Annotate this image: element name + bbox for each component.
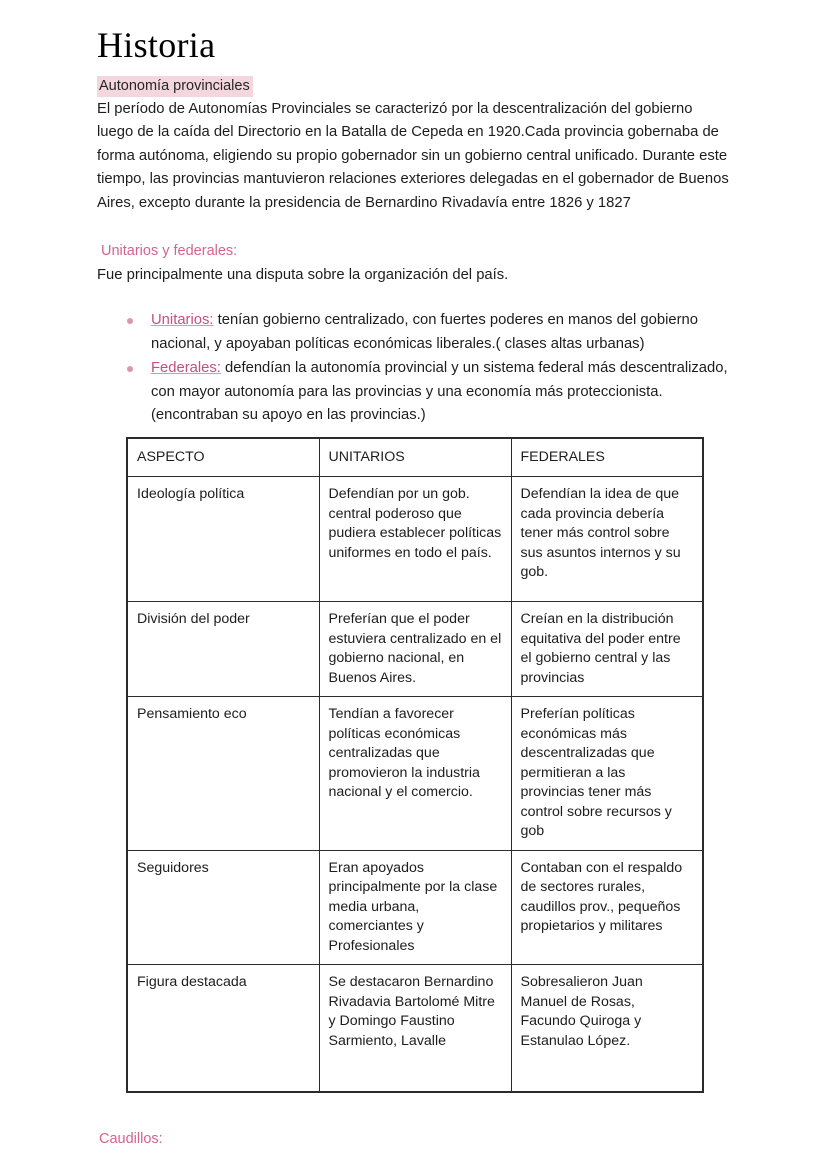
bullet-text-unitarios: tenían gobierno centralizado, con fuertes poderes en manos del gobierno nacional, y apoyaban políticas económicas liberales.( clases altas urbanas) <box>151 312 699 352</box>
table-cell-aspect: Ideología política <box>127 477 319 602</box>
table-cell-aspect: Figura destacada <box>127 965 319 1093</box>
table-cell-unitarios: Preferían que el poder estuviera centralizado en el gobierno nacional, en Buenos Aires. <box>319 602 511 697</box>
table-row <box>127 697 703 851</box>
bullet-dot-icon <box>127 366 133 372</box>
section-heading-unitarios-federales: Unitarios y federales: <box>101 243 238 260</box>
table-header-unitarios: UNITARIOS <box>319 438 511 477</box>
bullet-text-federales: defendían la autonomía provincial y un sistema federal más descentralizado, con mayor autonomía para las provincias y una economía más proteccionista. (encontraban su apoyo en las provincias.) <box>151 360 728 424</box>
table-header-row <box>127 438 703 477</box>
highlighted-subheading: Autonomía provinciales <box>97 76 253 97</box>
table-row <box>127 965 703 1093</box>
definition-bullet-list <box>97 309 746 428</box>
table-cell-federales: Contaban con el respaldo de sectores rurales, caudillos prov., pequeños propietarios y militares <box>511 850 703 965</box>
intro-paragraph: El período de Autonomías Provinciales se caracterizó por la descentralización del gobierno luego de la caída del Directorio en la Batalla de Cepeda en 1920.Cada provincia gobernaba de forma autónoma, eligiendo su propio gobernador sin un gobierno central unificado. Durante este tiempo, las provincias mantuvieron relaciones exteriores delegadas en el gobernador de Buenos Aires, excepto durante la presidencia de Bernardino Rivadavía entre 1826 y 1827 <box>97 100 729 211</box>
comparison-table <box>126 437 704 1094</box>
bullet-term-federales[interactable]: Federales: <box>151 360 221 377</box>
table-cell-aspect: Pensamiento eco <box>127 697 319 851</box>
section-heading-caudillos: Caudillos: <box>99 1131 163 1148</box>
bullet-term-unitarios[interactable]: Unitarios: <box>151 312 214 329</box>
table-header-aspecto: ASPECTO <box>127 438 319 477</box>
section-paragraph: Fue principalmente una disputa sobre la organización del país. <box>97 267 509 284</box>
list-item <box>121 357 746 428</box>
table-cell-federales: Creían en la distribución equitativa del poder entre el gobierno central y las provincias <box>511 602 703 697</box>
list-item <box>121 309 746 356</box>
page-title: Historia <box>97 25 216 65</box>
table-header-federales: FEDERALES <box>511 438 703 477</box>
table-row <box>127 602 703 697</box>
table-row <box>127 850 703 965</box>
table-cell-federales: Sobresalieron Juan Manuel de Rosas, Facundo Quiroga y Estanulao López. <box>511 965 703 1093</box>
table-cell-federales: Preferían políticas económicas más descentralizadas que permitieran a las provincias tener más control sobre recursos y gob <box>511 697 703 851</box>
document-content <box>97 26 737 1150</box>
table-cell-unitarios: Eran apoyados principalmente por la clase media urbana, comerciantes y Profesionales <box>319 850 511 965</box>
table-cell-aspect: Seguidores <box>127 850 319 965</box>
highlight-heading-wrap <box>97 76 737 98</box>
table-cell-unitarios: Tendían a favorecer políticas económicas centralizadas que promovieron la industria nacional y el comercio. <box>319 697 511 851</box>
table-row <box>127 477 703 602</box>
table-cell-unitarios: Defendían por un gob. central poderoso que pudiera establecer políticas uniformes en todo el país. <box>319 477 511 602</box>
table-cell-aspect: División del poder <box>127 602 319 697</box>
table-cell-unitarios: Se destacaron Bernardino Rivadavia Bartolomé Mitre y Domingo Faustino Sarmiento, Lavalle <box>319 965 511 1093</box>
table-cell-federales: Defendían la idea de que cada provincia debería tener más control sobre sus asuntos internos y su gob. <box>511 477 703 602</box>
bullet-dot-icon <box>127 318 133 324</box>
